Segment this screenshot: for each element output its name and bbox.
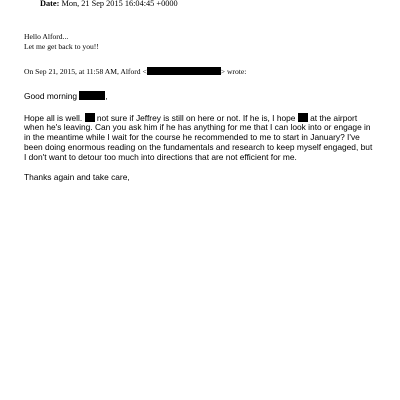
- redaction-box: [147, 67, 221, 75]
- greeting-text: Good morning: [24, 91, 78, 101]
- quote-prefix: On Sep 21, 2015, at 11:58 AM, Alford <: [24, 67, 147, 76]
- quoted-message: [24, 91, 374, 183]
- paragraph-text-c: at the airport when he's leaving. Can you ask him if he has anything for me that I can look into or engage in in the meantime while I wait for the course he recommended to me to start in January? I've been doing enormous reading on the fundamentals and research to keep myself engaged, but I don't want to detour too much into directions that are not efficient for me.: [24, 112, 373, 162]
- date-value: Mon, 21 Sep 2015 16:04:45 +0000: [61, 0, 178, 8]
- message-paragraph: [24, 113, 374, 163]
- redaction-box: [79, 91, 108, 101]
- greeting-line: [24, 91, 374, 102]
- redaction-box: [298, 113, 308, 122]
- redaction-box: [85, 113, 95, 122]
- reply-line-1: Hello Alford...: [24, 32, 69, 41]
- reply-line-2: Let me get back to you!!: [24, 41, 99, 51]
- paragraph-text-a: Hope all is well.: [24, 112, 83, 123]
- date-label: Date:: [40, 0, 60, 8]
- email-date-header: [40, 0, 178, 8]
- paragraph-text-b: not sure if Jeffrey is still on here or not. If he is, I hope: [96, 112, 296, 123]
- reply-text: [24, 32, 99, 51]
- closing-line: Thanks again and take care,: [24, 172, 130, 183]
- greeting-punct: ,: [105, 91, 108, 101]
- quote-suffix: > wrote:: [220, 67, 247, 76]
- quote-attribution: [24, 67, 246, 76]
